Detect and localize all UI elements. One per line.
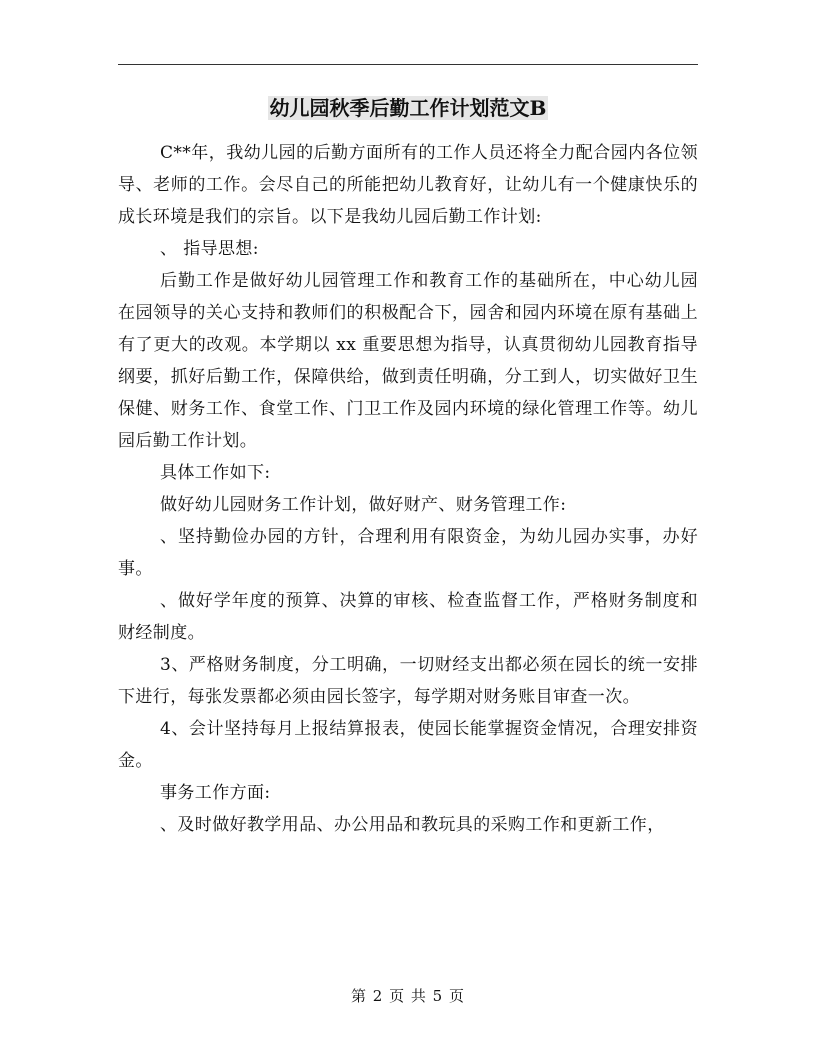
page-number: 第 2 页 共 5 页 (351, 987, 465, 1005)
paragraph: 后勤工作是做好幼儿园管理工作和教育工作的基础所在，中心幼儿园在园领导的关心支持和教师们的积极配合下，园舍和园内环境在原有基础上有了更大的改观。本学期以 xx 重要思想为指导，认真贯彻幼儿园教育指导纲要，抓好后勤工作，保障供给，做到责任明确，分工到人，切实做好卫生保健、财务工作、食堂工作、门卫工作及园内环境的绿化管理工作等。幼儿园后勤工作计划。 (118, 271, 698, 451)
header-rule (118, 64, 698, 65)
list-item: 、做好学年度的预算、决算的审核、检查监督工作，严格财务制度和财经制度。 (118, 591, 698, 643)
paragraph: C**年，我幼儿园的后勤方面所有的工作人员还将全力配合园内各位领导、老师的工作。会尽自己的所能把幼儿教育好，让幼儿有一个健康快乐的成长环境是我们的宗旨。以下是我幼儿园后勤工作计划: (118, 143, 698, 227)
paragraph: 做好幼儿园财务工作计划，做好财产、财务管理工作: (160, 495, 567, 515)
list-item: 3、严格财务制度，分工明确，一切财经支出都必须在园长的统一安排下进行，每张发票都必须由园长签字，每学期对财务账目审查一次。 (118, 655, 698, 707)
document-title (118, 94, 698, 122)
document-body (118, 137, 698, 841)
list-item: 、坚持勤俭办园的方针，合理利用有限资金，为幼儿园办实事，办好事。 (118, 527, 698, 579)
paragraph: 事务工作方面: (160, 783, 271, 803)
list-item: 、及时做好教学用品、办公用品和教玩具的采购工作和更新工作， (160, 815, 665, 835)
section-heading: 、 指导思想: (160, 239, 259, 259)
paragraph: 具体工作如下: (160, 463, 271, 483)
list-item: 4、会计坚持每月上报结算报表，使园长能掌握资金情况，合理安排资金。 (118, 719, 698, 771)
document-title-text: 幼儿园秋季后勤工作计划范文B (269, 96, 547, 120)
